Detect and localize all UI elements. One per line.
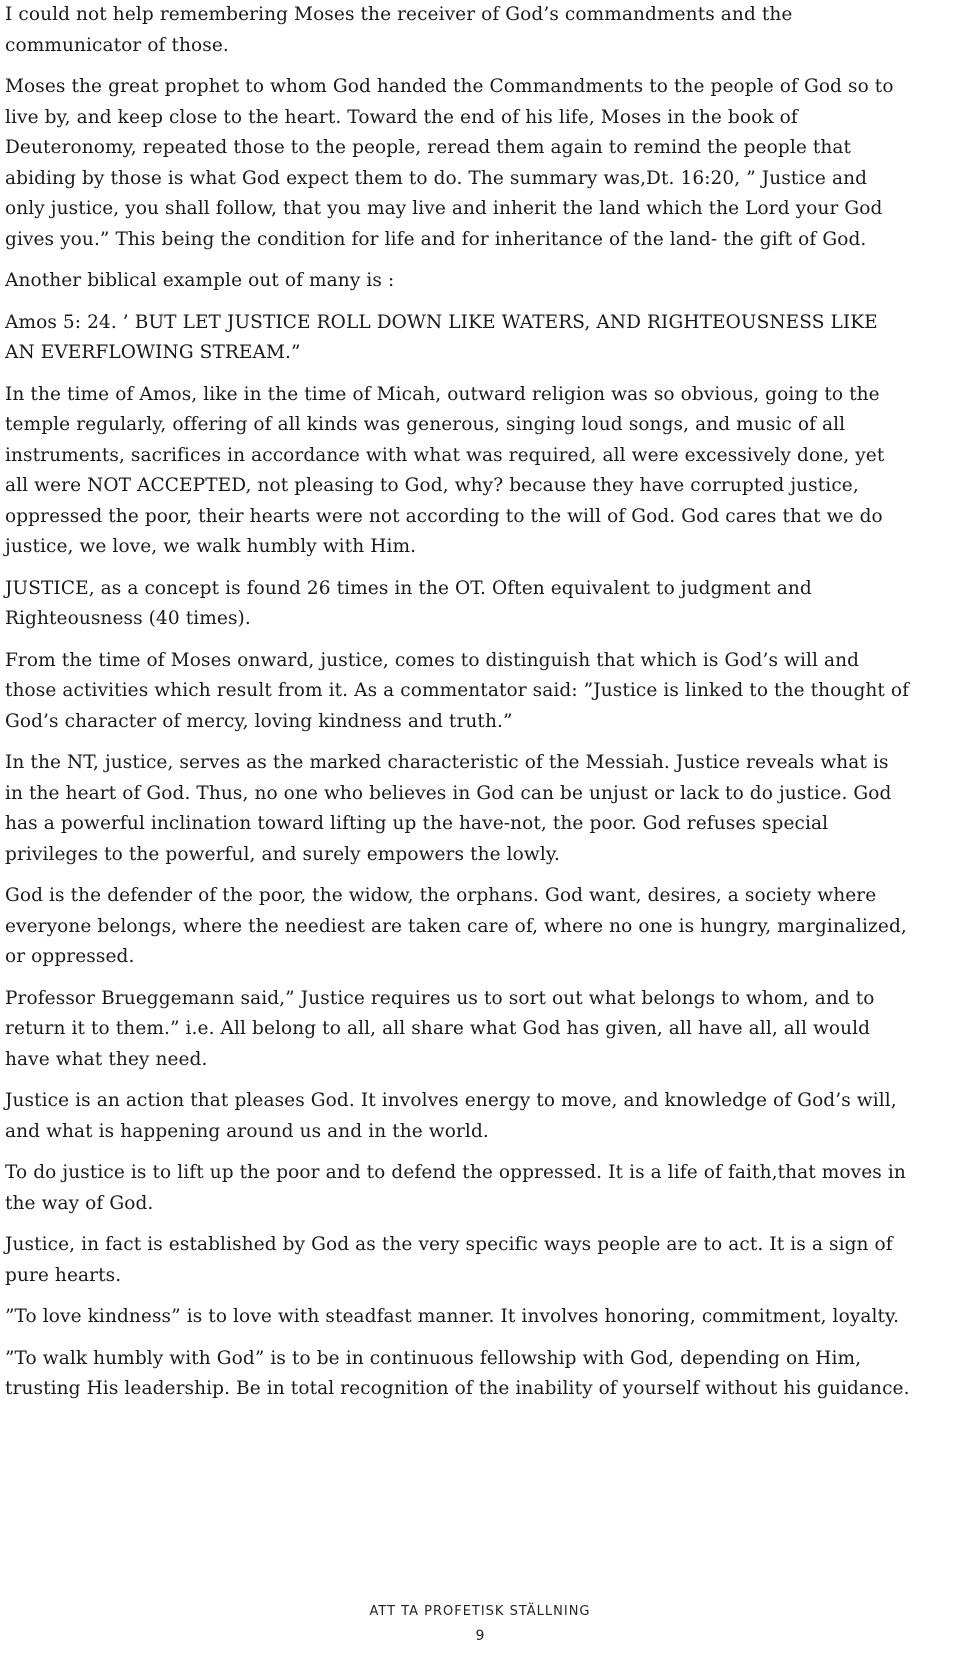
paragraph-13: Justice, in fact is established by God as the very specific ways people are to act. It is a sign of pure hearts. [5,1234,893,1286]
page-number: 9 [475,1628,485,1644]
paragraph-5: In the time of Amos, like in the time of Micah, outward religion was so obvious, going to the temple regularly, offering of all kinds was generous, singing loud songs, and music of all instruments, sacrifices in accordance with what was required, all were excessively done, yet all were NOT ACCEPTED, not pleasing to God, why? because they have corrupted justice, oppressed the poor, their hearts were not according to the will of God. God cares that we do justice, we love, we walk humbly with Him. [5,383,885,557]
body-text [5,0,912,1405]
paragraph-2: Moses the great prophet to whom God handed the Commandments to the people of God so to live by, and keep close to the heart. Toward the end of his life, Moses in the book of Deuteronomy, repeated those to the people, reread them again to remind the people that abiding by those is what God expect them to do. The summary was,Dt. 16:20, ” Justice and only justice, you shall follow, that you may live and inherit the land which the Lord your God gives you.” This being the condition for life and for inheritance of the land- the gift of God. [5,76,894,250]
paragraph-11: Justice is an action that pleases God. It involves energy to move, and knowledge of God’s will, and what is happening around us and in the world. [5,1090,897,1142]
paragraph-12: To do justice is to lift up the poor and to defend the oppressed. It is a life of faith,that moves in the way of God. [5,1162,906,1214]
paragraph-8: In the NT, justice, serves as the marked characteristic of the Messiah. Justice reveals what is in the heart of God. Thus, no one who believes in God can be unjust or lack to do justice. God has a powerful inclination toward lifting up the have-not, the poor. God refuses special privileges to the powerful, and surely empowers the lowly. [5,752,892,865]
paragraph-14: ”To love kindness” is to love with steadfast manner. It involves honoring, commitment, loyalty. [5,1306,900,1327]
paragraph-1: I could not help remembering Moses the receiver of God’s commandments and the communicator of those. [5,4,793,56]
paragraph-3: Another biblical example out of many is : [5,270,395,291]
footer-title: ATT TA PROFETISK STÄLLNING [369,1604,591,1619]
paragraph-10: Professor Brueggemann said,” Justice requires us to sort out what belongs to whom, and to return it to them.” i.e. All belong to all, all share what God has given, all have all, all would have what they need. [5,987,875,1070]
paragraph-15: ”To walk humbly with God” is to be in continuous fellowship with God, depending on Him, trusting His leadership. Be in total recognition of the inability of yourself without his guidance. [5,1347,910,1399]
paragraph-9: God is the defender of the poor, the widow, the orphans. God want, desires, a society where everyone belongs, where the neediest are taken care of, where no one is hungry, marginalized, or oppressed. [5,885,907,967]
paragraph-6: JUSTICE, as a concept is found 26 times in the OT. Often equivalent to judgment and Righteousness (40 times). [5,577,812,629]
paragraph-7: From the time of Moses onward, justice, comes to distinguish that which is God’s will and those activities which result from it. As a commentator said: ”Justice is linked to the thought of God’s character of mercy, loving kindness and truth.” [5,649,910,732]
paragraph-4-amos-quote: Amos 5: 24. ’ BUT LET JUSTICE ROLL DOWN LIKE WATERS, AND RIGHTEOUSNESS LIKE AN EVERFLOWING STREAM.” [5,311,878,363]
